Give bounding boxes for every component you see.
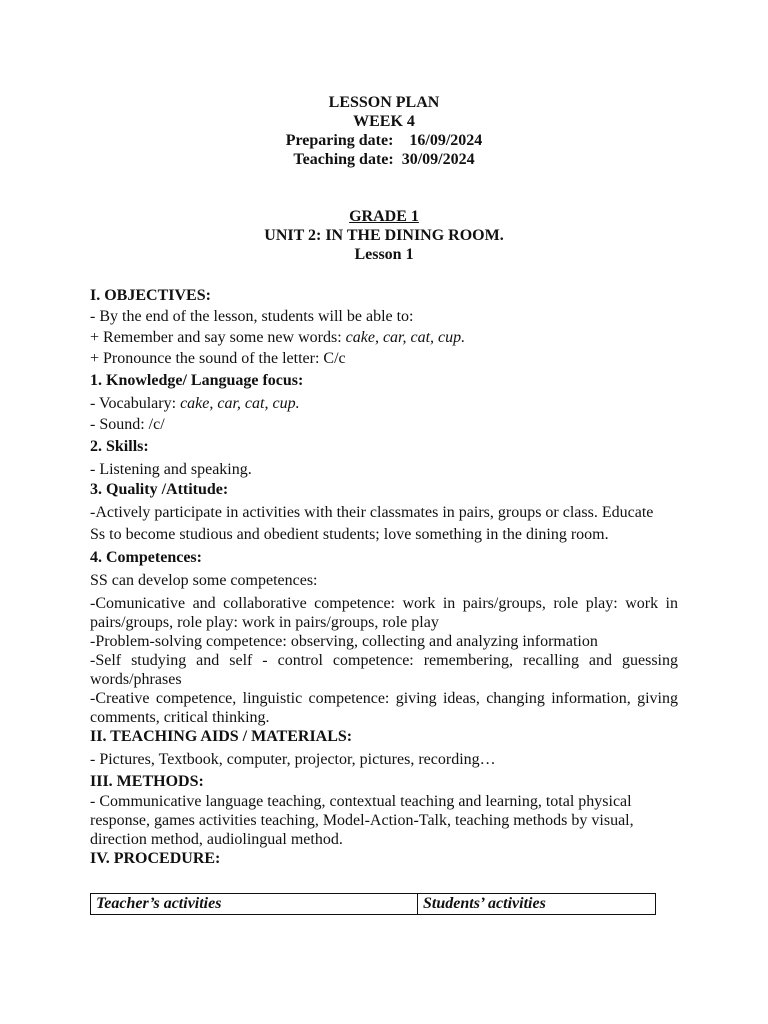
unit-title: UNIT 2: IN THE DINING ROOM. <box>264 227 504 244</box>
table-row <box>91 894 656 915</box>
sound-line: - Sound: /c/ <box>90 416 165 433</box>
aids-text: - Pictures, Textbook, computer, projector, pictures, recording… <box>90 751 496 768</box>
competence-item-4: -Creative competence, linguistic competence: giving ideas, changing information, giving comments, critical thinking. <box>90 690 678 726</box>
knowledge-heading: 1. Knowledge/ Language focus: <box>90 372 304 389</box>
document-title: LESSON PLAN <box>328 94 440 111</box>
teaching-date-line <box>90 150 678 169</box>
lesson-label: Lesson 1 <box>354 246 414 263</box>
preparing-date-line <box>90 131 678 150</box>
objectives-intro: - By the end of the lesson, students will be able to: <box>90 308 414 325</box>
grade-label: GRADE 1 <box>349 208 419 225</box>
competence-item-2: -Problem-solving competence: observing, collecting and analyzing information <box>90 633 598 650</box>
procedure-table <box>90 893 656 915</box>
remember-words: cake, car, cat, cup. <box>345 329 466 346</box>
remember-prefix: + Remember and say some new words: <box>90 329 346 346</box>
objectives-heading: I. OBJECTIVES: <box>90 287 211 304</box>
students-activities-header: Students’ activities <box>418 894 656 915</box>
skills-heading: 2. Skills: <box>90 438 149 455</box>
vocabulary-words: cake, car, cat, cup. <box>180 395 300 412</box>
quality-line-2: Ss to become studious and obedient students; love something in the dining room. <box>90 526 609 543</box>
methods-text: - Communicative language teaching, contextual teaching and learning, total physical response, games activities teaching, Model-Action-Talk, teaching methods by visual, direction method, audiolingual method. <box>90 793 634 848</box>
teacher-activities-header: Teacher’s activities <box>91 894 418 915</box>
preparing-date-label: Preparing date: <box>285 132 394 149</box>
competences-intro: SS can develop some competences: <box>90 572 318 589</box>
quality-heading: 3. Quality /Attitude: <box>90 481 229 498</box>
preparing-date-value: 16/09/2024 <box>409 132 483 149</box>
document-header <box>90 93 678 264</box>
methods-heading: III. METHODS: <box>90 773 204 790</box>
remember-words-line <box>90 327 678 348</box>
teaching-date-label: Teaching date: <box>293 151 394 168</box>
aids-heading: II. TEACHING AIDS / MATERIALS: <box>90 728 353 745</box>
teaching-date-value: 30/09/2024 <box>401 151 475 168</box>
competence-item-1: -Comunicative and collaborative competence: work in pairs/groups, role play: work in pairs/groups, role play: work in pairs/groups, role play <box>90 595 678 631</box>
pronounce-line: + Pronounce the sound of the letter: C/c <box>90 350 346 367</box>
skills-line: - Listening and speaking. <box>90 461 252 478</box>
competence-item-3: -Self studying and self - control competence: remembering, recalling and guessing words/phrases <box>90 652 678 688</box>
lesson-plan-document <box>90 93 678 869</box>
procedure-heading: IV. PROCEDURE: <box>90 850 221 867</box>
quality-line-1: -Actively participate in activities with their classmates in pairs, groups or class. Educate <box>90 504 654 521</box>
competences-heading: 4. Competences: <box>90 549 202 566</box>
week-label: WEEK 4 <box>353 113 415 130</box>
vocabulary-line <box>90 393 678 414</box>
vocabulary-prefix: - Vocabulary: <box>90 395 181 412</box>
